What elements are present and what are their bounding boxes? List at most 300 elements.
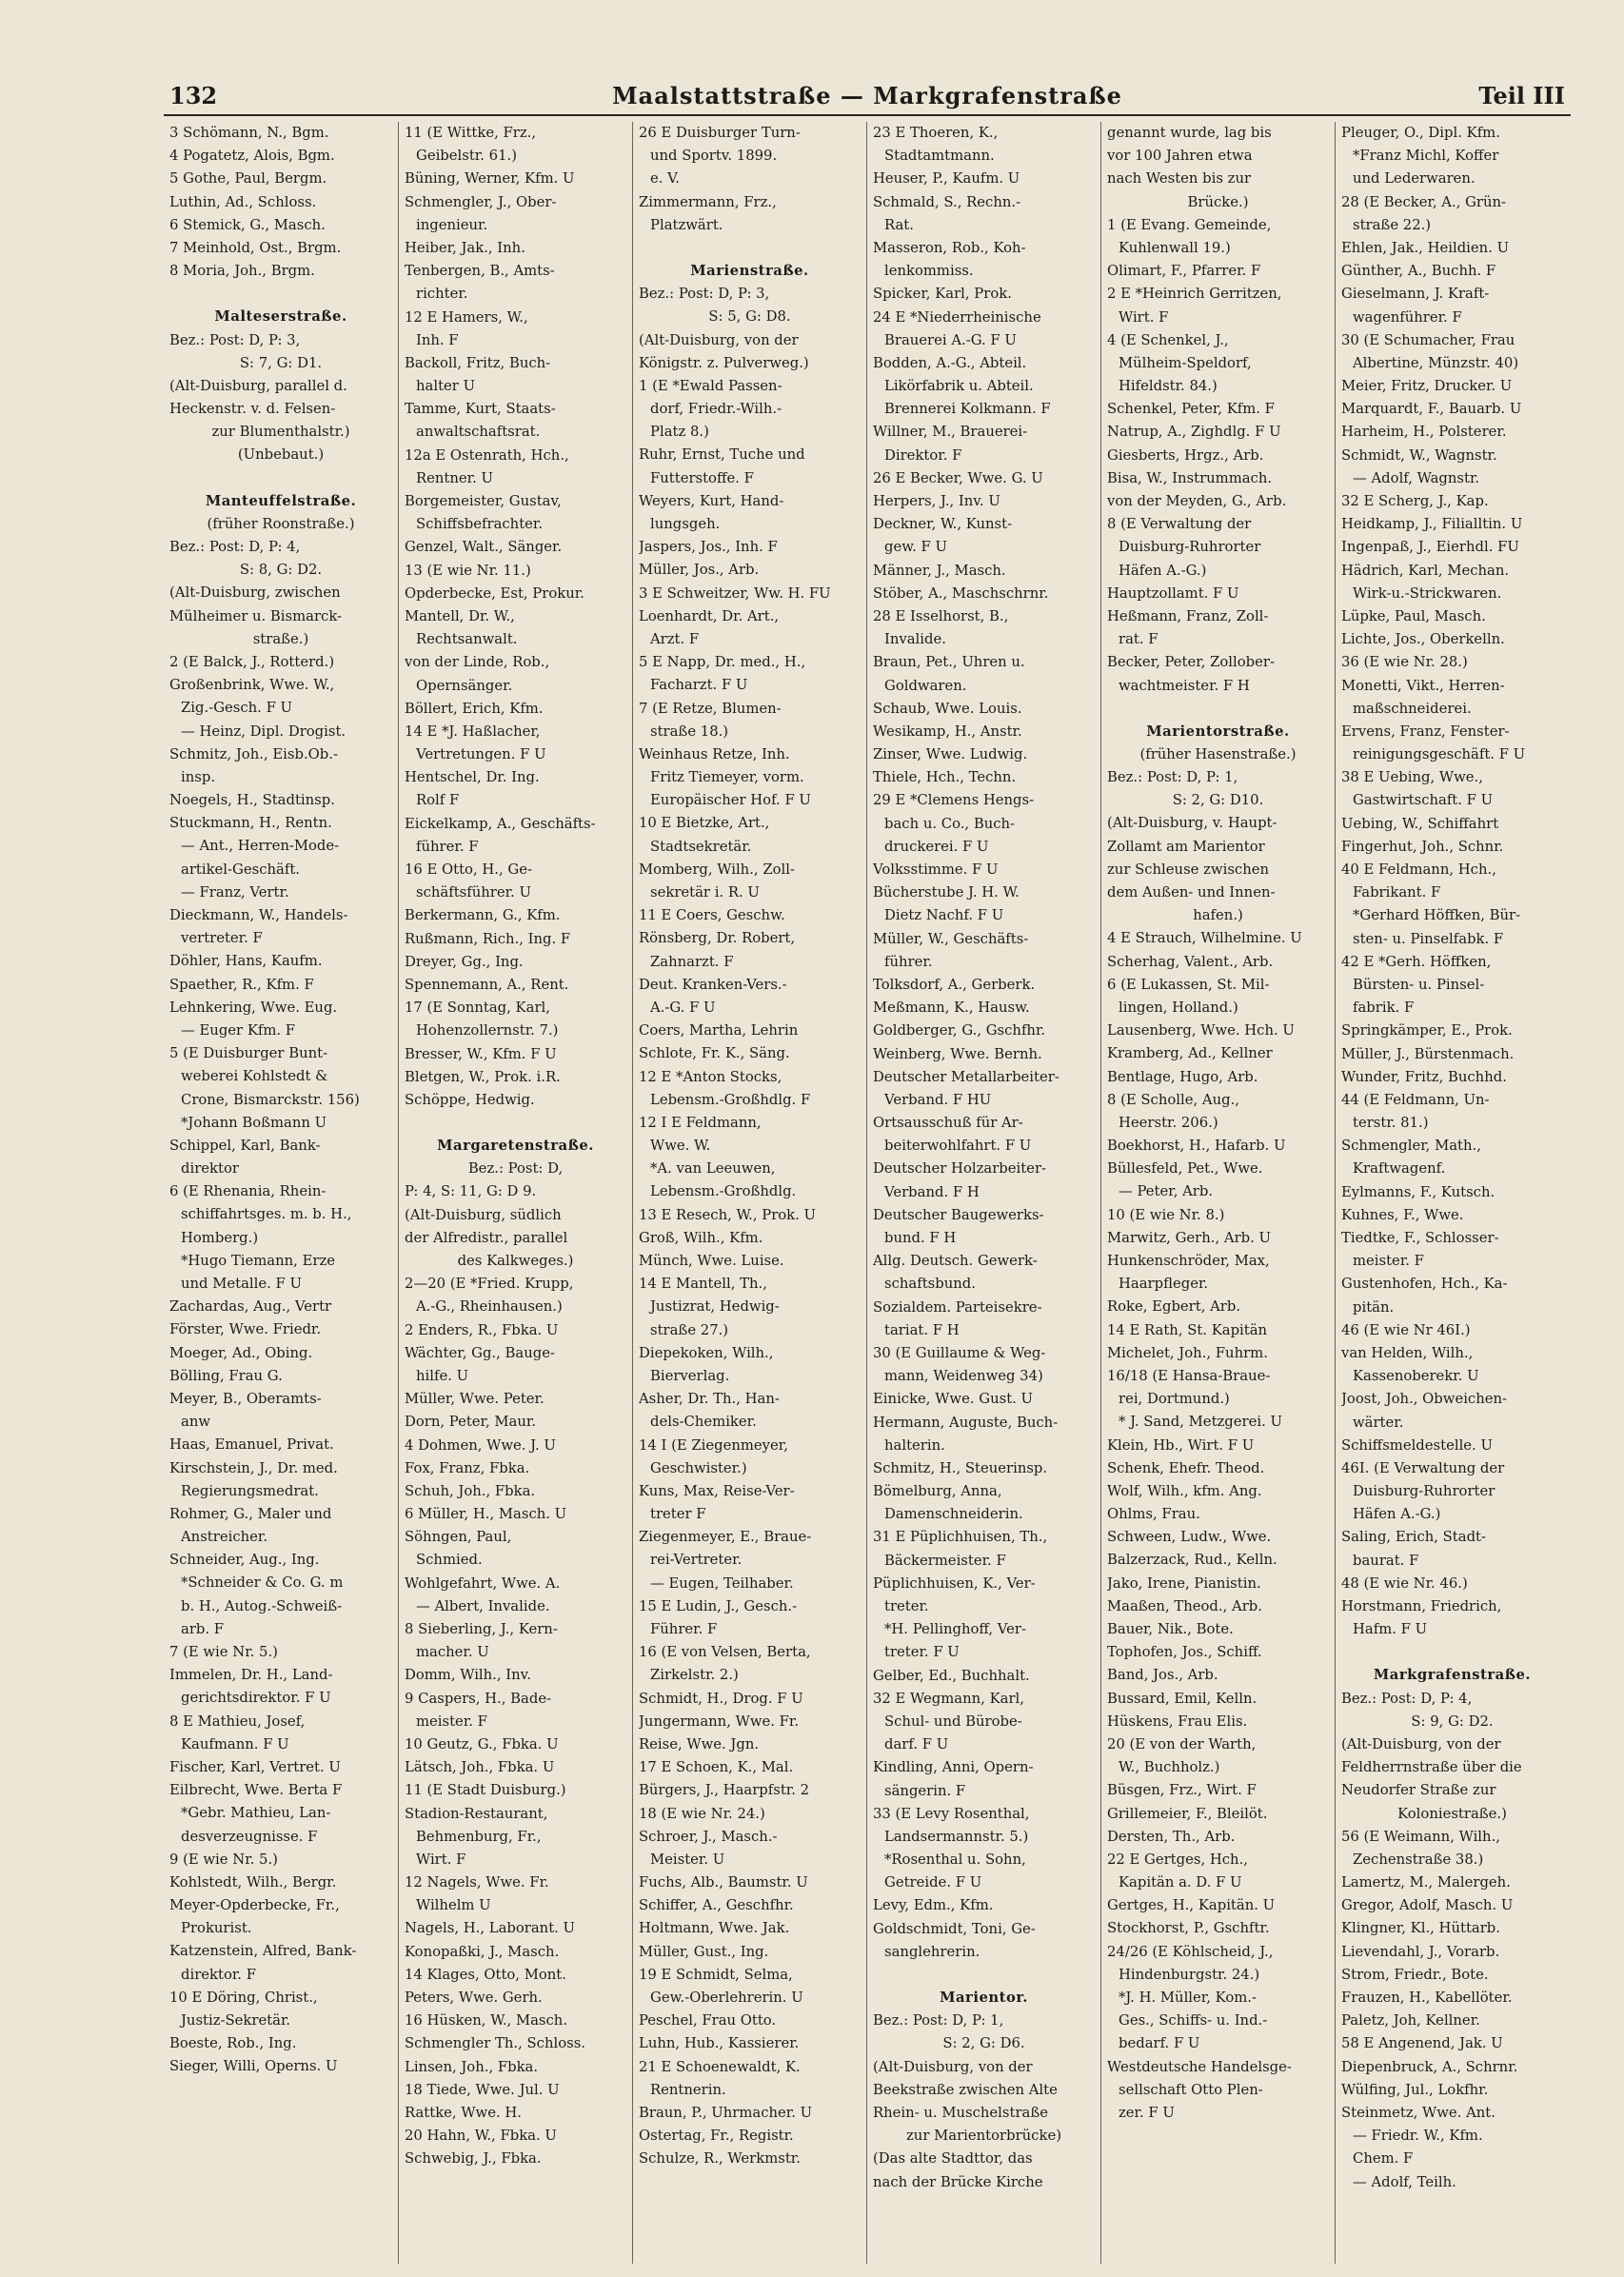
entry-line: 40 E Feldmann, Hch.,: [1341, 861, 1496, 878]
page-part-label: Teil III: [1478, 82, 1565, 109]
entry-continuation: arb. F: [181, 1620, 225, 1637]
entry-line: Zinser, Wwe. Ludwig.: [873, 746, 1028, 763]
entry-line: vor 100 Jahren etwa: [1107, 148, 1253, 165]
entry-continuation: Wilhelm U: [416, 1897, 491, 1914]
street-heading: Marienstraße.: [690, 262, 809, 279]
entry-continuation: artikel-Geschäft.: [181, 861, 300, 878]
entry-continuation: straße 27.): [650, 1321, 729, 1338]
spacer: [1341, 1641, 1563, 1653]
entry-line: Strom, Friedr., Bote.: [1341, 1966, 1489, 1983]
entry-continuation: Behmenburg, Fr.,: [416, 1828, 542, 1845]
entry-line: Bauer, Nik., Bote.: [1107, 1621, 1234, 1637]
entry-continuation: halter U: [416, 378, 476, 395]
entry-line: Nagels, H., Laborant. U: [405, 1920, 576, 1937]
entry-line: Lehnkering, Wwe. Eug.: [169, 999, 338, 1016]
entry-line: Pleuger, O., Dipl. Kfm.: [1341, 125, 1500, 141]
entry-line: 19 E Schmidt, Selma,: [639, 1966, 793, 1983]
entry-continuation: Brennerei Kolkmann. F: [884, 401, 1051, 418]
entry-line: Ziegenmeyer, E., Braue-: [639, 1529, 812, 1546]
entry-line: Momberg, Wilh., Zoll-: [639, 861, 795, 878]
entry-line: Reise, Wwe. Jgn.: [639, 1735, 760, 1752]
entry-continuation: b. H., Autog.-Schweiß-: [181, 1597, 343, 1614]
entry-continuation: Kraftwagenf.: [1353, 1160, 1446, 1178]
entry-line: 10 E Bietzke, Art.,: [639, 815, 770, 832]
entry-continuation: *Gebr. Mathieu, Lan-: [181, 1805, 331, 1822]
entry-continuation: Anstreicher.: [181, 1529, 268, 1546]
entry-line: Neudorfer Straße zur: [1341, 1782, 1496, 1799]
entry-continuation: schäftsführer. U: [416, 884, 531, 901]
entry-continuation: Dietz Nachf. F U: [884, 907, 1004, 924]
entry-continuation: *Gerhard Höffken, Bür-: [1353, 907, 1521, 924]
street-heading: Malteserstraße.: [214, 308, 347, 326]
entry-continuation: W., Buchholz.): [1119, 1759, 1220, 1776]
entry-line: Schiffer, A., Geschfhr.: [639, 1897, 794, 1914]
entry-continuation: *J. H. Müller, Kom.-: [1119, 1990, 1257, 2006]
entry-line: 12 E *Anton Stocks,: [639, 1068, 782, 1085]
entry-line: 11 (E Wittke, Frz.,: [405, 125, 537, 141]
entry-continuation: Goldwaren.: [884, 677, 967, 694]
entry-continuation: desverzeugnisse. F: [181, 1828, 318, 1845]
entry-continuation: Albertine, Münzstr. 40): [1353, 354, 1519, 371]
street-info-line: (Unbebaut.): [237, 446, 325, 464]
entry-continuation: Bierverlag.: [650, 1367, 730, 1384]
entry-line: Giesberts, Hrgz., Arb.: [1107, 446, 1264, 464]
entry-line: Bez.: Post: D, P: 3,: [169, 331, 301, 348]
entry-continuation: und Metalle. F U: [181, 1276, 302, 1292]
entry-continuation: Opernsänger.: [416, 677, 513, 694]
entry-continuation: Rolf F: [416, 792, 460, 809]
entry-line: Olimart, F., Pfarrer. F: [1107, 263, 1261, 280]
entry-line: Haas, Emanuel, Privat.: [169, 1436, 334, 1454]
entry-line: Müller, Gust., Ing.: [639, 1943, 769, 1960]
entry-continuation: A.-G., Rheinhausen.): [416, 1298, 563, 1316]
entry-line: Fox, Franz, Fbka.: [405, 1459, 530, 1476]
entry-continuation: treter.: [884, 1598, 929, 1614]
entry-line: Schippel, Karl, Bank-: [169, 1137, 321, 1154]
entry-line: Einicke, Wwe. Gust. U: [873, 1391, 1034, 1408]
entry-line: Hüskens, Frau Elis.: [1107, 1713, 1248, 1730]
entry-continuation: direktor. F: [181, 1966, 256, 1983]
directory-column: [164, 122, 398, 2264]
entry-line: Domm, Wilh., Inv.: [405, 1667, 531, 1684]
entry-line: 21 E Schoenewaldt, K.: [639, 2058, 801, 2075]
entry-line: 11 E Coers, Geschw.: [639, 907, 785, 924]
entry-line: Linsen, Joh., Fbka.: [405, 2058, 539, 2075]
entry-line: Willner, M., Brauerei-: [873, 424, 1028, 441]
entry-line: Gregor, Adolf, Masch. U: [1341, 1897, 1514, 1914]
entry-line: 24 E *Niederrheinische: [873, 308, 1041, 326]
entry-continuation: Gew.-Oberlehrerin. U: [650, 1990, 803, 2006]
entry-continuation: Brauerei A.-G. F U: [884, 331, 1017, 348]
entry-continuation: *Franz Michl, Koffer: [1353, 148, 1499, 165]
entry-line: Michelet, Joh., Fuhrm.: [1107, 1344, 1268, 1361]
entry-line: 4 E Strauch, Wilhelmine. U: [1107, 930, 1302, 947]
entry-line: 2 (E Balck, J., Rotterd.): [169, 653, 335, 670]
entry-line: Schiffsmeldestelle. U: [1341, 1436, 1493, 1454]
entry-line: Bez.: Post: D, P: 4,: [169, 539, 301, 555]
entry-line: 28 E Isselhorst, B.,: [873, 607, 1009, 624]
entry-line: 12 I E Feldmann,: [639, 1114, 762, 1131]
entry-continuation: meister. F: [416, 1713, 487, 1730]
entry-continuation: Zirkelstr. 2.): [650, 1667, 739, 1684]
page-number: 132: [169, 82, 218, 109]
entry-continuation: baurat. F: [1353, 1552, 1419, 1569]
entry-continuation: Haarpfleger.: [1119, 1276, 1209, 1293]
street-info-line: (früher Roonstraße.): [207, 515, 355, 532]
entry-line: Weinberg, Wwe. Bernh.: [873, 1045, 1042, 1062]
entry-line: Peschel, Frau Otto.: [639, 2012, 777, 2030]
entry-line: 29 E *Clemens Hengs-: [873, 792, 1035, 809]
entry-continuation: und Lederwaren.: [1353, 170, 1475, 188]
entry-line: Ohlms, Frau.: [1107, 1506, 1200, 1523]
entry-line: Saling, Erich, Stadt-: [1341, 1529, 1486, 1546]
entry-line: 32 E Wegmann, Karl,: [873, 1690, 1024, 1707]
entry-line: Dreyer, Gg., Ing.: [405, 953, 524, 970]
entry-continuation: Meister. U: [650, 1851, 725, 1868]
entry-line: Deut. Kranken-Vers.-: [639, 976, 787, 993]
entry-line: Wolf, Wilh., kfm. Ang.: [1107, 1482, 1262, 1499]
entry-line: Herpers, J., Inv. U: [873, 493, 1000, 509]
street-heading: Manteuffelstraße.: [205, 492, 357, 509]
entry-line: 46 (E wie Nr 46I.): [1341, 1321, 1471, 1338]
entry-continuation: Schmied.: [416, 1552, 483, 1569]
entry-continuation: Kapitän a. D. F U: [1119, 1874, 1242, 1891]
entry-line: Bletgen, W., Prok. i.R.: [405, 1068, 561, 1085]
entry-line: Tolksdorf, A., Gerberk.: [873, 976, 1036, 993]
entry-continuation: meister. F: [1353, 1253, 1424, 1270]
entry-continuation: Zig.-Gesch. F U: [181, 700, 293, 717]
spacer: [169, 467, 392, 479]
entry-line: 42 E *Gerh. Höffken,: [1341, 953, 1492, 970]
entry-line: 14 E Mantell, Th.,: [639, 1276, 767, 1293]
entry-line: Feldherrnstraße über die: [1341, 1759, 1522, 1776]
entry-line: 13 E Resech, W., Prok. U: [639, 1206, 817, 1223]
entry-continuation: — Heinz, Dipl. Drogist.: [181, 723, 347, 740]
entry-line: 9 (E wie Nr. 5.): [169, 1851, 278, 1868]
entry-line: Grillemeier, F., Bleilöt.: [1107, 1805, 1268, 1822]
entry-continuation: rat. F: [1119, 631, 1159, 648]
entry-line: Backoll, Fritz, Buch-: [405, 354, 551, 371]
entry-line: 38 E Uebing, Wwe.,: [1341, 769, 1483, 786]
entry-line: Klein, Hb., Wirt. F U: [1107, 1436, 1255, 1454]
entry-line: Kuns, Max, Reise-Ver-: [639, 1482, 795, 1499]
entry-line: Boekhorst, H., Hafarb. U: [1107, 1138, 1286, 1155]
spacer: [169, 283, 392, 294]
street-info-line: S: 7, G: D1.: [239, 354, 323, 371]
entry-line: (Das alte Stadttor, das: [873, 2150, 1033, 2168]
entry-line: Mantell, Dr. W.,: [405, 607, 515, 624]
entry-continuation: bund. F H: [884, 1230, 957, 1246]
entry-continuation: ingenieur.: [416, 216, 488, 233]
entry-line: Ingenpaß, J., Eierhdl. FU: [1341, 539, 1519, 556]
entry-continuation: insp.: [181, 768, 216, 785]
entry-line: 7 Meinhold, Ost., Brgm.: [169, 239, 342, 256]
entry-continuation: druckerei. F U: [884, 838, 989, 855]
entry-line: 17 (E Sonntag, Karl,: [405, 1000, 550, 1017]
entry-continuation: vertreter. F: [181, 930, 263, 947]
entry-line: Ostertag, Fr., Registr.: [639, 2128, 794, 2145]
entry-line: Moeger, Ad., Obing.: [169, 1344, 313, 1361]
entry-line: Gertges, H., Kapitän. U: [1107, 1897, 1276, 1914]
entry-line: (Alt-Duisburg, von der: [873, 2058, 1033, 2075]
entry-line: Tiedtke, F., Schlosser-: [1341, 1230, 1499, 1246]
entry-line: Bez.: Post: D, P: 1,: [1107, 769, 1238, 786]
entry-continuation: direktor: [181, 1160, 239, 1178]
entry-continuation: e. V.: [650, 170, 680, 188]
entry-line: Spaether, R., Kfm. F: [169, 976, 314, 993]
entry-line: 8 E Mathieu, Josef,: [169, 1713, 306, 1730]
entry-line: Lausenberg, Wwe. Hch. U: [1107, 1022, 1295, 1040]
entry-line: van Helden, Wilh.,: [1341, 1344, 1474, 1361]
entry-continuation: *H. Pellinghoff, Ver-: [884, 1621, 1026, 1638]
entry-line: dem Außen- und Innen-: [1107, 884, 1276, 901]
entry-continuation: Prokurist.: [181, 1920, 252, 1937]
entry-line: Stuckmann, H., Rentn.: [169, 815, 332, 832]
entry-line: 32 E Scherg, J., Kap.: [1341, 493, 1489, 509]
entry-line: Münch, Wwe. Luise.: [639, 1253, 784, 1269]
entry-line: Braun, P., Uhrmacher. U: [639, 2104, 813, 2121]
entry-line: Schmengler Th., Schloss.: [405, 2035, 586, 2052]
entry-line: Schroer, J., Masch.-: [639, 1828, 778, 1845]
entry-line: Büning, Werner, Kfm. U: [405, 170, 575, 188]
entry-line: 3 Schömann, N., Bgm.: [169, 125, 329, 141]
entry-line: Frauzen, H., Kabellöter.: [1341, 1990, 1513, 2006]
directory-column: [1335, 122, 1569, 2264]
entry-line: 4 Dohmen, Wwe. J. U: [405, 1436, 556, 1454]
entry-line: 5 Gothe, Paul, Bergm.: [169, 170, 327, 188]
entry-continuation: treter F: [650, 1506, 706, 1523]
entry-line: Holtmann, Wwe. Jak.: [639, 1920, 790, 1937]
entry-line: Jako, Irene, Pianistin.: [1107, 1574, 1261, 1592]
entry-line: 10 (E wie Nr. 8.): [1107, 1206, 1225, 1223]
entry-continuation: Damenschneiderin.: [884, 1506, 1023, 1523]
entry-continuation: Stadtamtmann.: [884, 148, 995, 165]
entry-continuation: *Hugo Tiemann, Erze: [181, 1252, 336, 1269]
entry-continuation: Platzwärt.: [650, 216, 723, 233]
directory-column: [866, 122, 1100, 2264]
entry-continuation: — Albert, Invalide.: [416, 1597, 550, 1614]
entry-continuation: terstr. 81.): [1353, 1115, 1429, 1132]
entry-continuation: rei-Vertreter.: [650, 1552, 743, 1569]
entry-line: Müller, W., Geschäfts-: [873, 930, 1029, 947]
entry-line: Schwebig, J., Fbka.: [405, 2150, 542, 2168]
entry-line: Eylmanns, F., Kutsch.: [1341, 1183, 1495, 1200]
entry-line: Rattke, Wwe. H.: [405, 2104, 522, 2121]
entry-line: Tenbergen, B., Amts-: [405, 263, 555, 280]
entry-line: Schmitz, Joh., Eisb.Ob.-: [169, 745, 338, 762]
entry-line: Meßmann, K., Hausw.: [873, 1000, 1030, 1017]
entry-line: Kuhnes, F., Wwe.: [1341, 1206, 1464, 1223]
entry-continuation: Rentnerin.: [650, 2081, 726, 2098]
entry-line: Mülheimer u. Bismarck-: [169, 607, 343, 624]
entry-line: Deutscher Baugewerks-: [873, 1206, 1044, 1223]
entry-continuation: Wirt. F: [416, 1851, 466, 1868]
entry-line: Jaspers, Jos., Inh. F: [639, 539, 778, 556]
entry-continuation: Duisburg-Ruhrorter: [1119, 539, 1261, 556]
entry-line: 7 (E wie Nr. 5.): [169, 1644, 278, 1660]
entry-continuation: Rentner. U: [416, 469, 493, 486]
entry-line: 1 (E Evang. Gemeinde,: [1107, 216, 1272, 233]
entry-continuation: Schul- und Bürobe-: [884, 1713, 1022, 1730]
entry-continuation: Futterstoffe. F: [650, 469, 754, 486]
entry-continuation: tariat. F H: [884, 1321, 960, 1338]
entry-line: 22 E Gertges, Hch.,: [1107, 1851, 1248, 1868]
entry-line: Asher, Dr. Th., Han-: [639, 1391, 780, 1408]
entry-continuation: Verband. F HU: [884, 1091, 992, 1108]
entry-continuation: Hindenburgstr. 24.): [1119, 1966, 1260, 1983]
entry-line: 5 E Napp, Dr. med., H.,: [639, 654, 806, 671]
entry-continuation: — Adolf, Teilh.: [1353, 2173, 1456, 2190]
entry-continuation: sanglehrerin.: [884, 1943, 980, 1960]
entry-continuation: hilfe. U: [416, 1367, 469, 1384]
entry-continuation: Gastwirtschaft. F U: [1353, 792, 1494, 809]
entry-line: 18 (E wie Nr. 24.): [639, 1805, 765, 1822]
entry-line: Bez.: Post: D, P: 1,: [873, 2012, 1004, 2030]
entry-continuation: Hafm. F U: [1353, 1621, 1428, 1638]
entry-line: Groß, Wilh., Kfm.: [639, 1229, 763, 1246]
entry-continuation: Facharzt. F U: [650, 677, 748, 694]
entry-line: 5 (E Duisburger Bunt-: [169, 1045, 328, 1062]
entry-continuation: *A. van Leeuwen,: [650, 1160, 776, 1178]
entry-line: Hermann, Auguste, Buch-: [873, 1414, 1059, 1431]
entry-line: 14 E Rath, St. Kapitän: [1107, 1321, 1268, 1338]
entry-line: 28 (E Becker, A., Grün-: [1341, 193, 1507, 210]
entry-line: 14 E *J. Haßlacher,: [405, 723, 541, 740]
entry-line: 48 (E wie Nr. 46.): [1341, 1574, 1468, 1592]
street-info-line: S: 2, G: D6.: [942, 2035, 1025, 2052]
entry-line: Schween, Ludw., Wwe.: [1107, 1529, 1272, 1546]
entry-line: 4 (E Schenkel, J.,: [1107, 331, 1229, 348]
entry-line: Marquardt, F., Bauarb. U: [1341, 401, 1522, 418]
directory-column: [1100, 122, 1335, 2264]
entry-continuation: anwaltschaftsrat.: [416, 424, 541, 441]
entry-line: Schmidt, W., Wagnstr.: [1341, 446, 1497, 464]
entry-line: Stockhorst, P., Gschftr.: [1107, 1920, 1270, 1937]
entry-line: Püplichhuisen, K., Ver-: [873, 1574, 1036, 1592]
entry-line: (Alt-Duisburg, zwischen: [169, 584, 341, 602]
entry-line: Band, Jos., Arb.: [1107, 1667, 1218, 1684]
entry-continuation: Inh. F: [416, 331, 459, 348]
entry-line: Lichte, Jos., Oberkelln.: [1341, 631, 1505, 648]
entry-line: 33 (E Levy Rosenthal,: [873, 1805, 1030, 1822]
entry-continuation: Bäckermeister. F: [884, 1552, 1006, 1569]
street-info-line: zur Blumenthalstr.): [211, 424, 350, 441]
entry-line: 2 E *Heinrich Gerritzen,: [1107, 286, 1282, 303]
entry-line: Günther, A., Buchh. F: [1341, 263, 1496, 280]
entry-line: (Alt-Duisburg, von der: [1341, 1735, 1501, 1752]
entry-line: 26 E Duisburger Turn-: [639, 125, 801, 141]
entry-continuation: Geibelstr. 61.): [416, 148, 517, 165]
entry-line: Roke, Egbert, Arb.: [1107, 1298, 1241, 1316]
directory-column: [398, 122, 632, 2264]
entry-line: Schmidt, H., Drog. F U: [639, 1690, 803, 1707]
entry-line: Bodden, A.-G., Abteil.: [873, 354, 1027, 371]
street-heading: Marientor.: [940, 1990, 1028, 2006]
entry-line: (Alt-Duisburg, von der: [639, 331, 799, 348]
entry-line: 11 (E Stadt Duisburg.): [405, 1782, 566, 1799]
entry-line: Bisa, W., Instrummach.: [1107, 469, 1273, 486]
entry-continuation: halterin.: [884, 1436, 945, 1454]
entry-line: Bez.: Post: D, P: 4,: [1341, 1690, 1473, 1707]
entry-continuation: dels-Chemiker.: [650, 1414, 757, 1431]
entry-line: Meyer, B., Oberamts-: [169, 1390, 322, 1407]
entry-line: Bömelburg, Anna,: [873, 1483, 1002, 1500]
entry-continuation: Lebensm.-Großhdlg. F: [650, 1091, 811, 1108]
entry-line: Balzerzack, Rud., Kelln.: [1107, 1552, 1277, 1569]
entry-continuation: — Franz, Vertr.: [181, 883, 289, 901]
entry-continuation: gew. F U: [884, 539, 947, 556]
entry-line: 30 (E Schumacher, Frau: [1341, 331, 1515, 348]
entry-line: Fingerhut, Joh., Schnr.: [1341, 838, 1504, 855]
entry-line: 30 (E Guillaume & Weg-: [873, 1344, 1046, 1361]
entry-line: 18 Tiede, Wwe. Jul. U: [405, 2081, 560, 2098]
entry-line: Marwitz, Gerh., Arb. U: [1107, 1229, 1271, 1246]
entry-line: 16/18 (E Hansa-Braue-: [1107, 1367, 1271, 1384]
entry-continuation: maßschneiderei.: [1353, 700, 1472, 717]
entry-line: Schenk, Ehefr. Theod.: [1107, 1459, 1265, 1476]
entry-line: Dorn, Peter, Maur.: [405, 1414, 537, 1431]
street-info-line: hafen.): [1193, 907, 1243, 924]
entry-line: Volksstimme. F U: [873, 861, 999, 878]
entry-line: Zollamt am Marientor: [1107, 838, 1265, 855]
entry-line: Kramberg, Ad., Kellner: [1107, 1045, 1273, 1062]
entry-continuation: Direktor. F: [884, 446, 962, 464]
entry-line: Ervens, Franz, Fenster-: [1341, 723, 1510, 740]
entry-line: Ruhr, Ernst, Tuche und: [639, 446, 805, 464]
entry-line: Gieselmann, J. Kraft-: [1341, 286, 1490, 303]
entry-line: Westdeutsche Handelsge-: [1107, 2058, 1292, 2075]
entry-continuation: gerichtsdirektor. F U: [181, 1690, 331, 1707]
entry-line: Wohlgefahrt, Wwe. A.: [405, 1574, 561, 1592]
street-info-line: Bez.: Post: D,: [467, 1160, 564, 1178]
entry-line: der Alfredistr., parallel: [405, 1229, 568, 1246]
entry-line: Steinmetz, Wwe. Ant.: [1341, 2104, 1495, 2121]
entry-line: Natrup, A., Zighdlg. F U: [1107, 424, 1281, 441]
entry-line: 4 Pogatetz, Alois, Bgm.: [169, 148, 335, 165]
entry-line: Wächter, Gg., Bauge-: [405, 1344, 555, 1361]
entry-line: 8 (E Scholle, Aug.,: [1107, 1091, 1239, 1108]
entry-line: P: 4, S: 11, G: D 9.: [405, 1183, 537, 1200]
entry-line: 8 (E Verwaltung der: [1107, 516, 1252, 533]
entry-line: 12 E Hamers, W.,: [405, 308, 528, 326]
entry-line: Diepenbruck, A., Schrnr.: [1341, 2058, 1518, 2075]
entry-continuation: Heerstr. 206.): [1119, 1114, 1218, 1131]
entry-line: 8 Sieberling, J., Kern-: [405, 1621, 558, 1637]
entry-continuation: Vertretungen. F U: [416, 746, 546, 763]
entry-continuation: Mülheim-Speldorf,: [1119, 354, 1252, 371]
entry-continuation: Invalide.: [884, 631, 946, 648]
entry-line: Zachardas, Aug., Vertr: [169, 1298, 332, 1316]
entry-line: Noegels, H., Stadtinsp.: [169, 792, 335, 809]
street-info-line: Brücke.): [1187, 193, 1249, 210]
entry-line: Levy, Edm., Kfm.: [873, 1897, 994, 1914]
entry-line: Luhn, Hub., Kassierer.: [639, 2035, 800, 2052]
entry-continuation: Stadtsekretär.: [650, 838, 752, 855]
entry-line: Müller, J., Bürstenmach.: [1341, 1045, 1515, 1062]
entry-line: Schmengler, J., Ober-: [405, 193, 557, 210]
entry-continuation: lenkommiss.: [884, 263, 974, 280]
entry-line: Wesikamp, H., Anstr.: [873, 723, 1022, 740]
entry-line: Ehlen, Jak., Heildien. U: [1341, 239, 1510, 256]
entry-line: Heuser, P., Kaufm. U: [873, 170, 1020, 188]
entry-line: Lätsch, Joh., Fbka. U: [405, 1759, 555, 1776]
entry-continuation: Arzt. F: [650, 630, 700, 647]
entry-continuation: rei, Dortmund.): [1119, 1391, 1230, 1408]
entry-line: Männer, J., Masch.: [873, 562, 1006, 579]
entry-line: Schuh, Joh., Fbka.: [405, 1482, 536, 1499]
entry-continuation: Wwe. W.: [650, 1138, 711, 1155]
entry-line: Genzel, Walt., Sänger.: [405, 539, 563, 556]
